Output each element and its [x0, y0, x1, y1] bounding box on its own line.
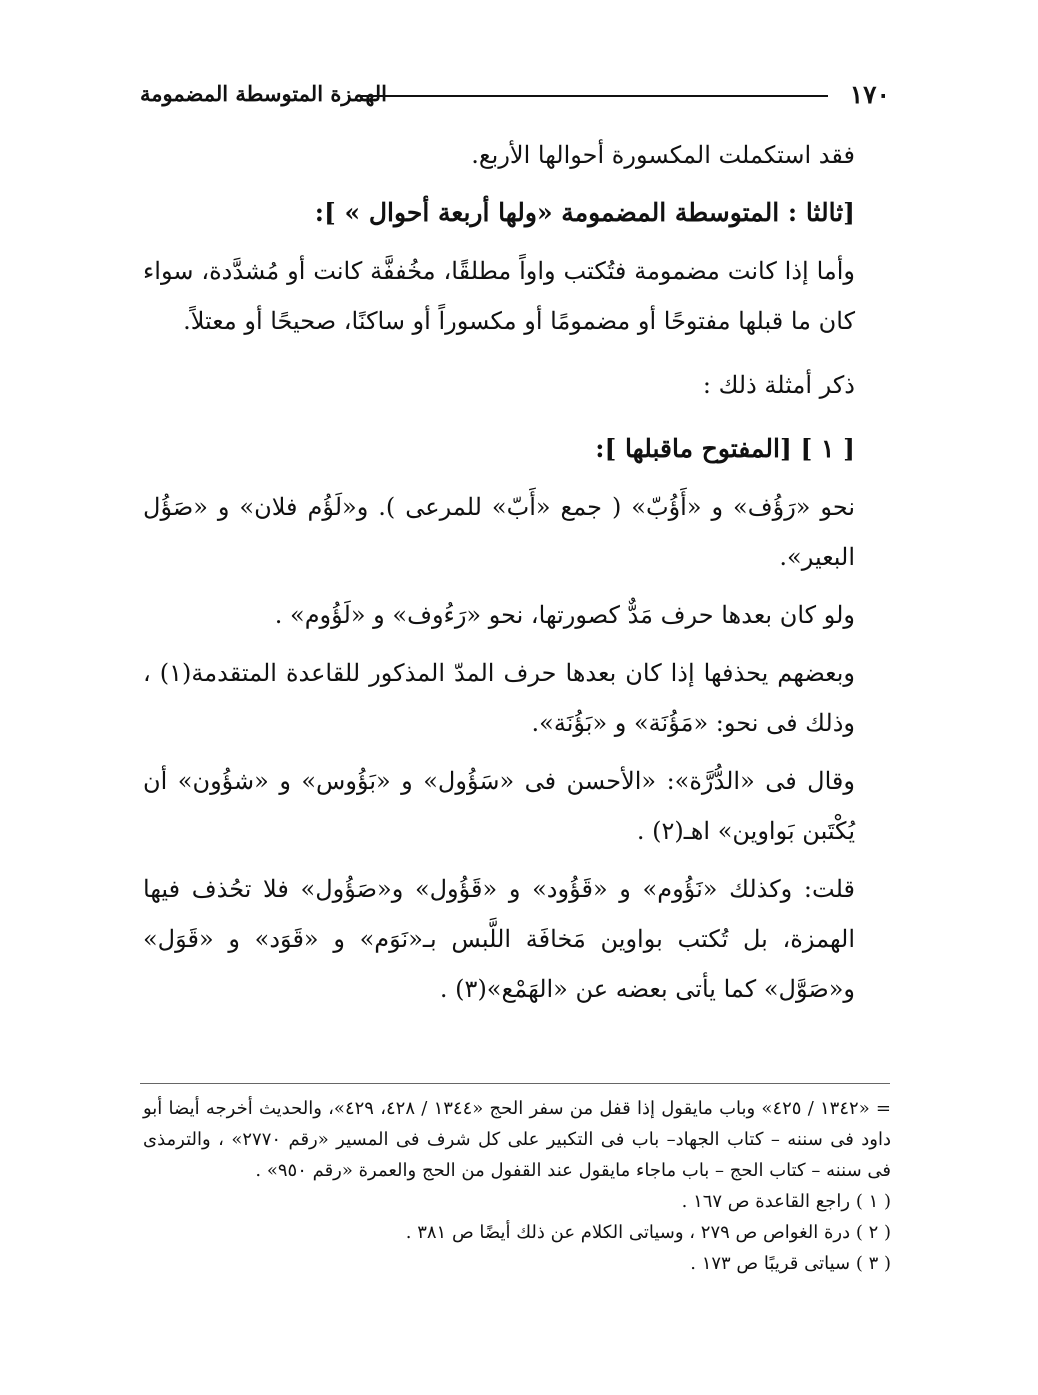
- footnote-2: ( ٢ ) درة الغواص ص ٢٧٩ ، وسياتى الكلام عن ذلك أيضًا ص ٣٨١ .: [405, 1222, 891, 1243]
- page-header: [140, 78, 890, 118]
- subsection-heading: [ ١ ] [المفتوح ماقبلها ]:: [595, 434, 855, 463]
- header-rule: [358, 95, 828, 97]
- section-heading: [ثالثا : المتوسطة المضمومة «ولها أربعة أحوال » ]:: [314, 198, 855, 227]
- paragraph: قلت: وكذلك «نَؤُوم» و «قَؤُود» و «قَؤُول» و«صَؤُول» فلا تحُذف فيها الهمزة، بل تُكتب بواوين مَخافَة اللَّبس بـ«نَوَم» و «قَوَد» و «قَوَل» و«صَوَّل» كما يأتى بعضه عن «الهَمْع»(٣) .: [143, 875, 855, 1003]
- footnote-1: ( ١ ) راجع القاعدة ص ١٦٧ .: [681, 1191, 891, 1212]
- footnote-separator: [140, 1083, 890, 1084]
- paragraph: ولو كان بعدها حرف مَدٌّ كصورتها، نحو «رَءُوف» و «لَؤُوم» .: [274, 601, 855, 629]
- main-text: [143, 130, 891, 1014]
- page-number: ١٧٠: [849, 80, 890, 109]
- footnote-3: ( ٣ ) سياتى قريبًا ص ١٧٣ .: [690, 1253, 891, 1274]
- paragraph: نحو «رَؤُف» و «أَؤُبّ» ( جمع «أَبّ» للمرعى ). و«لَؤُم فلان» و «صَؤُل البعير».: [143, 493, 855, 571]
- paragraph: وقال فى «الدُّرَّة»: «الأحسن فى «سَؤُول» و «بَؤُوس» و «شؤُون» أن يُكْتَبن بَواوين» اهـ(٢) .: [143, 767, 855, 845]
- paragraph: ذكر أمثلة ذلك :: [702, 371, 855, 399]
- paragraph: فقد استكملت المكسورة أحوالها الأربع.: [471, 141, 855, 169]
- footnote-continuation: = «١٣٤٢ / ٤٢٥» وباب مايقول إذا قفل من سفر الحج «١٣٤٤ / ٤٢٨، ٤٢٩»، والحديث أخرجه أيضا أبو داود فى سننه – كتاب الجهاد– باب فى التكبير على كل شرف فى المسير «رقم ٢٧٧٠» ، والترمذى فى سننه – كتاب الحج – باب ماجاء مايقول عند القفول من الحج والعمرة «رقم ٩٥٠» .: [143, 1098, 892, 1181]
- paragraph: وأما إذا كانت مضمومة فتُكتب واواً مطلقًا، مخُففَّة كانت أو مُشدَّدة، سواء كان ما قبلها مفتوحًا أو مضمومًا أو مكسوراً أو ساكنًا، صحيحًا أو معتلاً.: [143, 257, 855, 335]
- running-title: الهمزة المتوسطة المضمومة: [140, 81, 387, 106]
- footnotes: [143, 1093, 891, 1279]
- paragraph: وبعضهم يحذفها إذا كان بعدها حرف المدّ المذكور للقاعدة المتقدمة(١) ، وذلك فى نحو: «مَؤُنَة» و «بَؤُنَة».: [143, 659, 855, 737]
